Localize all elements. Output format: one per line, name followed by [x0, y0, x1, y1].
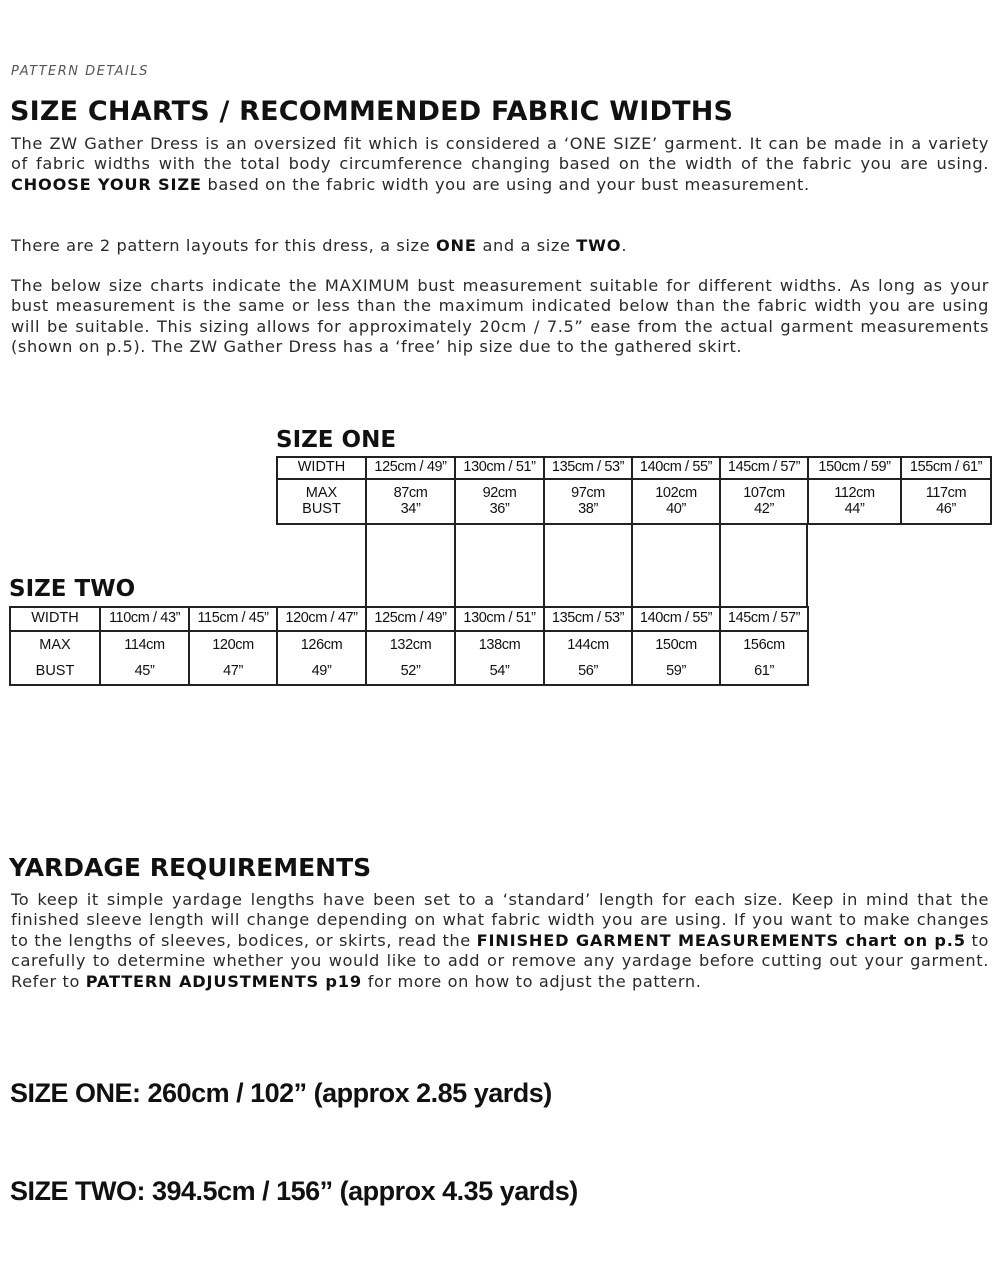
width-cell: 135cm / 53” [544, 607, 632, 631]
width-cell: 130cm / 51” [455, 457, 544, 479]
yardage-paragraph [11, 890, 989, 992]
width-label: WIDTH [277, 457, 366, 479]
divider [719, 523, 721, 607]
divider [806, 523, 808, 607]
size-one-table [276, 456, 992, 525]
yardage-text: to carefully to determine whether you would like to add or remove any yardage before cutting out your garment. Refer to [11, 930, 990, 991]
size-two-yardage: SIZE TWO: 394.5cm / 156” (approx 4.35 yards) [10, 1176, 578, 1206]
width-cell: 135cm / 53” [544, 457, 632, 479]
intro-paragraph-1 [11, 134, 989, 195]
yardage-title: YARDAGE REQUIREMENTS [9, 853, 372, 882]
bust-in: 38” [578, 500, 598, 517]
divider [365, 523, 367, 607]
bust-cell [189, 631, 277, 685]
intro-text: based on the fabric width you are using and your bust measurement. [201, 174, 810, 194]
intro-paragraph-2 [11, 236, 989, 256]
bust-cm: 107cm [743, 485, 785, 502]
bust-cell [544, 479, 632, 524]
bust-cell [720, 479, 808, 524]
bust-in: 45” [134, 663, 155, 680]
yardage-text: To keep it simple yardage lengths have been set to a ‘standard’ length for each size. Keep in mind that the finished sleeve length will change depending on what fabric width you are using. If you want to make changes to the lengths of sleeves, bodices, or skirts, read the [11, 890, 989, 950]
bust-label: BUST [302, 500, 341, 517]
bust-in: 36” [489, 500, 510, 517]
bust-in: 47” [223, 663, 243, 680]
bust-in: 56” [578, 663, 598, 680]
bust-cell [455, 479, 544, 524]
bust-cm: 112cm [834, 485, 875, 502]
size-one-emphasis: ONE [435, 236, 477, 255]
bust-in: 52” [400, 663, 421, 680]
bust-cm: 156cm [743, 637, 785, 653]
bust-cell [100, 631, 189, 685]
intro-paragraph-3: The below size charts indicate the MAXIMUM bust measurement suitable for different widths. As long as your bust measurement is the same or less than the maximum indicated below than the fabric width you are using will be suitable. This sizing allows for approximately 20cm / 7.5” ease from the actual garment measurements (shown on p.5). The ZW Gather Dress has a ‘free’ hip size due to the gathered skirt. [11, 276, 989, 357]
bust-in: 54” [489, 663, 510, 680]
bust-cm: 114cm [124, 637, 165, 653]
divider [631, 523, 633, 607]
divider [276, 523, 278, 525]
width-cell: 140cm / 55” [632, 607, 720, 631]
bust-cm: 126cm [300, 637, 343, 653]
bust-cell [455, 631, 544, 685]
width-cell: 155cm / 61” [901, 457, 991, 479]
width-cell: 125cm / 49” [366, 607, 455, 631]
bust-cm: 144cm [567, 637, 609, 653]
width-cell: 110cm / 43” [100, 607, 189, 631]
section-kicker: PATTERN DETAILS [11, 64, 149, 79]
bust-cell [901, 479, 991, 524]
bust-cell [720, 631, 808, 685]
width-cell: 150cm / 59” [808, 457, 901, 479]
bust-cell [808, 479, 901, 524]
intro-text: The ZW Gather Dress is an oversized fit which is considered a ‘ONE SIZE’ garment. It can be made in a variety of fabric widths with the total body circumference changing based on the width of the fabric you are using. [11, 134, 989, 174]
bust-cell [632, 479, 720, 524]
bust-in: 59” [666, 663, 686, 680]
pattern-adjustments-emphasis: PATTERN ADJUSTMENTS p19 [85, 971, 362, 991]
bust-cm: 97cm [571, 485, 605, 502]
width-cell: 120cm / 47” [277, 607, 366, 631]
bust-label: BUST [35, 663, 75, 680]
width-label: WIDTH [10, 607, 100, 631]
bust-in: 46” [936, 500, 956, 517]
bust-in: 61” [754, 663, 774, 680]
bust-in: 40” [666, 500, 686, 517]
size-two-title: SIZE TWO [9, 576, 136, 602]
width-cell: 115cm / 45” [189, 607, 277, 631]
choose-size-emphasis: CHOOSE YOUR SIZE [11, 174, 202, 194]
intro-text: There are 2 pattern layouts for this dress, a size [11, 236, 436, 255]
bust-cm: 102cm [655, 485, 697, 502]
bust-cell [366, 479, 455, 524]
size-two-table [9, 606, 809, 686]
size-two-bust-row [10, 631, 808, 685]
bust-cm: 92cm [482, 485, 517, 502]
size-two-emphasis: TWO [576, 236, 622, 255]
max-label: MAX [39, 637, 71, 653]
divider [543, 523, 545, 607]
bust-cm: 138cm [478, 637, 521, 653]
width-cell: 140cm / 55” [632, 457, 720, 479]
max-bust-label [277, 479, 366, 524]
max-bust-label [10, 631, 100, 685]
size-one-yardage: SIZE ONE: 260cm / 102” (approx 2.85 yards) [10, 1078, 552, 1108]
bust-in: 44” [844, 500, 865, 517]
bust-in: 42” [754, 500, 774, 517]
bust-cell [544, 631, 632, 685]
intro-text: and a size [476, 236, 577, 255]
bust-cell [277, 631, 366, 685]
width-cell: 145cm / 57” [720, 607, 808, 631]
width-cell: 130cm / 51” [455, 607, 544, 631]
bust-in: 49” [311, 663, 332, 680]
size-one-width-row [277, 457, 991, 479]
size-one-bust-row [277, 479, 991, 524]
intro-text: . [621, 236, 628, 255]
yardage-text: for more on how to adjust the pattern. [361, 971, 702, 991]
bust-cm: 87cm [393, 485, 428, 502]
bust-cm: 117cm [925, 485, 967, 502]
bust-cm: 132cm [389, 637, 432, 653]
bust-cell [632, 631, 720, 685]
bust-in: 34” [400, 500, 421, 517]
divider [454, 523, 456, 607]
bust-cm: 120cm [212, 637, 254, 653]
max-label: MAX [305, 485, 338, 502]
width-cell: 145cm / 57” [720, 457, 808, 479]
size-one-title: SIZE ONE [276, 427, 397, 453]
bust-cm: 150cm [655, 637, 697, 653]
page-title: SIZE CHARTS / RECOMMENDED FABRIC WIDTHS [10, 96, 734, 127]
width-cell: 125cm / 49” [366, 457, 455, 479]
finished-garment-emphasis: FINISHED GARMENT MEASUREMENTS chart on p.5 [476, 930, 966, 950]
size-two-width-row [10, 607, 808, 631]
bust-cell [366, 631, 455, 685]
